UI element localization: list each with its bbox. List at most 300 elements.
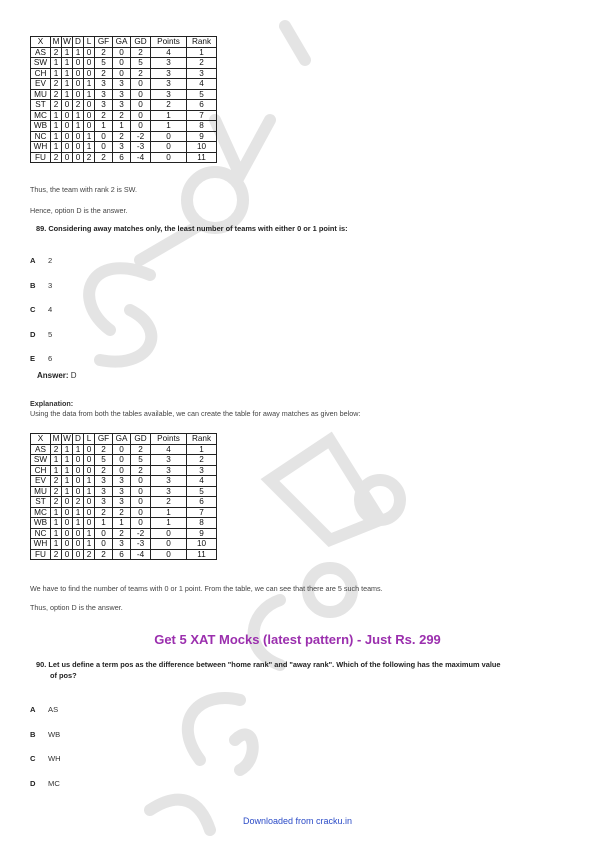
table-cell: 2 bbox=[151, 497, 187, 508]
option-value: AS bbox=[48, 705, 59, 714]
table-cell: 1 bbox=[51, 131, 62, 142]
table-cell: 1 bbox=[51, 539, 62, 550]
table-cell: 0 bbox=[113, 47, 131, 58]
table-cell: 0 bbox=[131, 110, 151, 121]
table-cell: AS bbox=[31, 444, 51, 455]
column-header: L bbox=[84, 434, 95, 445]
table-cell: 0 bbox=[131, 476, 151, 487]
table-cell: 1 bbox=[62, 47, 73, 58]
table-cell: 0 bbox=[84, 58, 95, 69]
table-cell: 3 bbox=[95, 476, 113, 487]
table-cell: 0 bbox=[131, 121, 151, 132]
column-header: D bbox=[73, 434, 84, 445]
table-cell: 9 bbox=[187, 131, 217, 142]
table-row bbox=[31, 131, 217, 142]
table-cell: 0 bbox=[73, 79, 84, 90]
table-cell: 3 bbox=[95, 79, 113, 90]
table-cell: 4 bbox=[187, 79, 217, 90]
table-cell: 3 bbox=[113, 79, 131, 90]
table-cell: 1 bbox=[151, 507, 187, 518]
table-row bbox=[31, 110, 217, 121]
table-cell: SW bbox=[31, 58, 51, 69]
table-cell: MC bbox=[31, 110, 51, 121]
table-cell: 0 bbox=[73, 455, 84, 466]
table-header-row bbox=[31, 434, 217, 445]
table-cell: 0 bbox=[62, 152, 73, 163]
table-cell: -4 bbox=[131, 549, 151, 560]
option-value: MC bbox=[48, 778, 60, 788]
option-letter: A bbox=[30, 705, 36, 714]
table-cell: 3 bbox=[151, 465, 187, 476]
table-cell: 0 bbox=[151, 528, 187, 539]
table-cell: -3 bbox=[131, 539, 151, 550]
table-cell: 1 bbox=[84, 486, 95, 497]
table-cell: 2 bbox=[51, 79, 62, 90]
table-cell: 0 bbox=[73, 131, 84, 142]
column-header: GF bbox=[95, 434, 113, 445]
table-row bbox=[31, 465, 217, 476]
table-cell: 5 bbox=[187, 89, 217, 100]
table-cell: 1 bbox=[84, 131, 95, 142]
table-row bbox=[31, 549, 217, 560]
table-cell: 9 bbox=[187, 528, 217, 539]
column-header: D bbox=[73, 37, 84, 48]
table-cell: 3 bbox=[113, 142, 131, 153]
table-cell: 11 bbox=[187, 152, 217, 163]
table-cell: 3 bbox=[95, 486, 113, 497]
table-cell: ST bbox=[31, 497, 51, 508]
table-cell: 1 bbox=[151, 121, 187, 132]
table-cell: MU bbox=[31, 89, 51, 100]
column-header: Rank bbox=[187, 434, 217, 445]
table-cell: 8 bbox=[187, 518, 217, 529]
option-a[interactable] bbox=[30, 705, 58, 714]
column-header: L bbox=[84, 37, 95, 48]
column-header: M bbox=[51, 37, 62, 48]
table-cell: 0 bbox=[73, 486, 84, 497]
option-value: WB bbox=[48, 729, 61, 739]
option-letter: B bbox=[30, 729, 36, 739]
table-cell: 0 bbox=[84, 47, 95, 58]
standings-table-1 bbox=[30, 36, 217, 163]
table-cell: 1 bbox=[84, 142, 95, 153]
table-cell: 2 bbox=[113, 131, 131, 142]
table-cell: 2 bbox=[131, 68, 151, 79]
option-value: WH bbox=[48, 754, 61, 763]
table-cell: SW bbox=[31, 455, 51, 466]
column-header: X bbox=[31, 434, 51, 445]
table-cell: 3 bbox=[113, 539, 131, 550]
column-header: Points bbox=[151, 37, 187, 48]
table-cell: 1 bbox=[51, 518, 62, 529]
table-cell: 1 bbox=[73, 121, 84, 132]
hence-text: Hence, option D is the answer. bbox=[30, 206, 128, 215]
table-cell: 2 bbox=[131, 444, 151, 455]
table-row bbox=[31, 47, 217, 58]
table-cell: WH bbox=[31, 142, 51, 153]
table-cell: 0 bbox=[113, 58, 131, 69]
option-d[interactable] bbox=[30, 330, 52, 339]
table-cell: 0 bbox=[131, 486, 151, 497]
table-row bbox=[31, 100, 217, 111]
table-cell: 1 bbox=[62, 455, 73, 466]
table-cell: 2 bbox=[131, 465, 151, 476]
table-cell: CH bbox=[31, 465, 51, 476]
question-90-line1: 90. Let us define a term pos as the difference between "home rank" and "away rank". Which of the following has the maximum value bbox=[36, 660, 501, 669]
table-cell: 2 bbox=[95, 110, 113, 121]
table-cell: 1 bbox=[73, 444, 84, 455]
table-cell: 5 bbox=[95, 58, 113, 69]
table-cell: 0 bbox=[113, 68, 131, 79]
table-cell: 1 bbox=[51, 528, 62, 539]
table-cell: 0 bbox=[84, 110, 95, 121]
option-e[interactable] bbox=[30, 354, 52, 363]
table-cell: 0 bbox=[131, 507, 151, 518]
option-letter: D bbox=[30, 778, 36, 788]
table-cell: 0 bbox=[131, 100, 151, 111]
table-cell: CH bbox=[31, 68, 51, 79]
table-cell: 7 bbox=[187, 507, 217, 518]
table-cell: NC bbox=[31, 528, 51, 539]
option-c[interactable] bbox=[30, 754, 61, 763]
table-cell: 0 bbox=[84, 121, 95, 132]
table-cell: 1 bbox=[84, 528, 95, 539]
question-90-line2: of pos? bbox=[50, 671, 77, 680]
table-cell: 6 bbox=[187, 497, 217, 508]
table-cell: 6 bbox=[113, 549, 131, 560]
option-letter: D bbox=[30, 329, 36, 339]
table-cell: 0 bbox=[151, 549, 187, 560]
table-row bbox=[31, 455, 217, 466]
option-value: 3 bbox=[48, 280, 53, 290]
table-cell: 0 bbox=[73, 528, 84, 539]
table-cell: 0 bbox=[84, 444, 95, 455]
table-cell: 0 bbox=[84, 455, 95, 466]
table-cell: 3 bbox=[151, 58, 187, 69]
table-cell: EV bbox=[31, 79, 51, 90]
table-cell: 3 bbox=[113, 476, 131, 487]
answer-line bbox=[37, 371, 77, 380]
table-cell: 2 bbox=[187, 455, 217, 466]
table-row bbox=[31, 121, 217, 132]
option-c[interactable] bbox=[30, 305, 52, 314]
table-cell: 2 bbox=[113, 507, 131, 518]
table-cell: 1 bbox=[187, 47, 217, 58]
table-cell: 1 bbox=[51, 142, 62, 153]
table-cell: 6 bbox=[187, 100, 217, 111]
table-row bbox=[31, 539, 217, 550]
table-cell: 0 bbox=[151, 539, 187, 550]
thus-option-text: Thus, option D is the answer. bbox=[30, 603, 123, 612]
table-cell: 1 bbox=[84, 539, 95, 550]
table-cell: 0 bbox=[113, 465, 131, 476]
table-cell: ST bbox=[31, 100, 51, 111]
table-cell: -2 bbox=[131, 131, 151, 142]
table-cell: 1 bbox=[62, 79, 73, 90]
table-cell: 2 bbox=[95, 465, 113, 476]
table-cell: 8 bbox=[187, 121, 217, 132]
table-cell: 0 bbox=[84, 507, 95, 518]
table-cell: 4 bbox=[187, 476, 217, 487]
table-cell: 6 bbox=[113, 152, 131, 163]
column-header: GD bbox=[131, 37, 151, 48]
table-cell: 2 bbox=[51, 497, 62, 508]
table-cell: 5 bbox=[187, 486, 217, 497]
table-cell: 0 bbox=[73, 539, 84, 550]
table-cell: 1 bbox=[51, 455, 62, 466]
footer-download-link[interactable]: Downloaded from cracku.in bbox=[242, 816, 353, 826]
table-cell: 2 bbox=[51, 444, 62, 455]
table-cell: 1 bbox=[51, 58, 62, 69]
table-row bbox=[31, 497, 217, 508]
table-cell: 2 bbox=[95, 444, 113, 455]
table-cell: 3 bbox=[95, 497, 113, 508]
table-cell: FU bbox=[31, 549, 51, 560]
table-cell: 3 bbox=[151, 455, 187, 466]
table-cell: 1 bbox=[62, 68, 73, 79]
table-row bbox=[31, 486, 217, 497]
table-cell: 0 bbox=[73, 68, 84, 79]
table-cell: 0 bbox=[113, 455, 131, 466]
table-cell: 4 bbox=[151, 47, 187, 58]
option-value: 5 bbox=[48, 329, 53, 339]
table-cell: 1 bbox=[73, 518, 84, 529]
table-row bbox=[31, 444, 217, 455]
option-b[interactable] bbox=[30, 730, 60, 739]
table-cell: 2 bbox=[51, 486, 62, 497]
column-header: GF bbox=[95, 37, 113, 48]
table-cell: 0 bbox=[151, 142, 187, 153]
table-cell: 0 bbox=[62, 539, 73, 550]
table-cell: 1 bbox=[113, 518, 131, 529]
promo-banner-link[interactable]: Get 5 XAT Mocks (latest pattern) - Just Rs. 299 bbox=[154, 632, 441, 647]
column-header: Points bbox=[151, 434, 187, 445]
table-cell: 1 bbox=[95, 121, 113, 132]
column-header: Rank bbox=[187, 37, 217, 48]
table-cell: 2 bbox=[51, 476, 62, 487]
table-cell: 1 bbox=[51, 121, 62, 132]
table-cell: 0 bbox=[62, 131, 73, 142]
table-cell: 2 bbox=[151, 100, 187, 111]
table-cell: 7 bbox=[187, 110, 217, 121]
table-cell: -2 bbox=[131, 528, 151, 539]
table-cell: 2 bbox=[113, 528, 131, 539]
table-cell: 0 bbox=[84, 68, 95, 79]
table-cell: 1 bbox=[62, 444, 73, 455]
table-cell: 0 bbox=[84, 100, 95, 111]
table-cell: 0 bbox=[95, 131, 113, 142]
table-cell: 5 bbox=[131, 58, 151, 69]
table-cell: 3 bbox=[151, 476, 187, 487]
option-b[interactable] bbox=[30, 281, 52, 290]
table-row bbox=[31, 58, 217, 69]
table-cell: NC bbox=[31, 131, 51, 142]
table-cell: 3 bbox=[151, 79, 187, 90]
table-cell: WB bbox=[31, 518, 51, 529]
table-cell: 0 bbox=[73, 142, 84, 153]
thus-rank-text: Thus, the team with rank 2 is SW. bbox=[30, 185, 138, 194]
table-cell: 1 bbox=[84, 89, 95, 100]
column-header: M bbox=[51, 434, 62, 445]
column-header: GD bbox=[131, 434, 151, 445]
table-cell: 2 bbox=[95, 507, 113, 518]
table-cell: 1 bbox=[151, 518, 187, 529]
table-cell: 1 bbox=[84, 476, 95, 487]
table-cell: 0 bbox=[84, 497, 95, 508]
table-cell: 2 bbox=[187, 58, 217, 69]
column-header: W bbox=[63, 434, 71, 444]
table-cell: 2 bbox=[51, 549, 62, 560]
answer-label: Answer: bbox=[37, 371, 69, 380]
option-value: 6 bbox=[48, 354, 53, 363]
table-cell: 0 bbox=[62, 142, 73, 153]
table-cell: 2 bbox=[95, 152, 113, 163]
table-cell: 0 bbox=[95, 142, 113, 153]
table-cell: 1 bbox=[51, 507, 62, 518]
table-cell: 5 bbox=[95, 455, 113, 466]
table-cell: 1 bbox=[62, 486, 73, 497]
option-letter: C bbox=[30, 305, 36, 314]
table-cell: 0 bbox=[131, 89, 151, 100]
table-cell: 3 bbox=[95, 100, 113, 111]
table-cell: 0 bbox=[131, 518, 151, 529]
table-row bbox=[31, 507, 217, 518]
table-cell: 2 bbox=[51, 47, 62, 58]
table-cell: 0 bbox=[73, 152, 84, 163]
option-a[interactable] bbox=[30, 256, 52, 265]
table-cell: 1 bbox=[62, 58, 73, 69]
table-cell: 2 bbox=[51, 100, 62, 111]
table-cell: -3 bbox=[131, 142, 151, 153]
standings-table-2 bbox=[30, 433, 217, 560]
table-row bbox=[31, 152, 217, 163]
table-cell: 2 bbox=[51, 89, 62, 100]
option-d[interactable] bbox=[30, 779, 60, 788]
table-cell: 0 bbox=[62, 528, 73, 539]
column-header: GA bbox=[113, 434, 131, 445]
table-cell: 0 bbox=[151, 131, 187, 142]
table-cell: 11 bbox=[187, 549, 217, 560]
table-cell: 0 bbox=[84, 518, 95, 529]
table-cell: 5 bbox=[131, 455, 151, 466]
table-cell: 1 bbox=[51, 68, 62, 79]
table-row bbox=[31, 476, 217, 487]
table-cell: 1 bbox=[73, 110, 84, 121]
option-letter: C bbox=[30, 754, 36, 763]
find-text: We have to find the number of teams with 0 or 1 point. From the table, we can see that there are 5 such teams. bbox=[30, 584, 383, 593]
table-cell: 3 bbox=[113, 89, 131, 100]
column-header: GA bbox=[113, 37, 131, 48]
table-cell: 2 bbox=[73, 497, 84, 508]
table-cell: 1 bbox=[62, 476, 73, 487]
table-cell: FU bbox=[31, 152, 51, 163]
table-cell: -4 bbox=[131, 152, 151, 163]
table-row bbox=[31, 79, 217, 90]
table-cell: 1 bbox=[187, 444, 217, 455]
table-cell: 3 bbox=[151, 486, 187, 497]
table-cell: 3 bbox=[113, 486, 131, 497]
table-cell: 1 bbox=[51, 110, 62, 121]
table-cell: WB bbox=[31, 121, 51, 132]
table-cell: 0 bbox=[62, 110, 73, 121]
table-cell: 2 bbox=[113, 110, 131, 121]
table-cell: 0 bbox=[131, 79, 151, 90]
table-cell: 0 bbox=[73, 89, 84, 100]
table-cell: 2 bbox=[95, 47, 113, 58]
option-letter: B bbox=[30, 280, 36, 290]
table-cell: 2 bbox=[84, 549, 95, 560]
table-cell: MC bbox=[31, 507, 51, 518]
table-cell: 0 bbox=[62, 100, 73, 111]
table-cell: 3 bbox=[113, 497, 131, 508]
table-cell: 0 bbox=[62, 518, 73, 529]
table-row bbox=[31, 68, 217, 79]
table-cell: 4 bbox=[151, 444, 187, 455]
table-cell: 0 bbox=[95, 539, 113, 550]
table-cell: 2 bbox=[73, 100, 84, 111]
table-cell: 0 bbox=[131, 497, 151, 508]
table-cell: 0 bbox=[62, 549, 73, 560]
option-letter: A bbox=[30, 256, 36, 265]
table-cell: 0 bbox=[84, 465, 95, 476]
table-cell: 3 bbox=[187, 465, 217, 476]
table-cell: 1 bbox=[51, 465, 62, 476]
column-header: W bbox=[63, 37, 71, 47]
table-cell: AS bbox=[31, 47, 51, 58]
table-cell: 1 bbox=[95, 518, 113, 529]
table-cell: 0 bbox=[73, 58, 84, 69]
table-header-row bbox=[31, 37, 217, 48]
table-cell: 1 bbox=[151, 110, 187, 121]
table-cell: 0 bbox=[73, 476, 84, 487]
table-cell: 3 bbox=[151, 68, 187, 79]
question-89: 89. Considering away matches only, the least number of teams with either 0 or 1 point is: bbox=[36, 224, 348, 233]
table-cell: WH bbox=[31, 539, 51, 550]
table-cell: 0 bbox=[151, 152, 187, 163]
explanation-body: Using the data from both the tables available, we can create the table for away matches as given below: bbox=[30, 409, 361, 418]
table-cell: 1 bbox=[73, 47, 84, 58]
table-cell: 0 bbox=[62, 507, 73, 518]
table-cell: 1 bbox=[113, 121, 131, 132]
table-cell: EV bbox=[31, 476, 51, 487]
table-cell: 1 bbox=[62, 89, 73, 100]
table-cell: 1 bbox=[84, 79, 95, 90]
table-cell: 0 bbox=[62, 497, 73, 508]
table-cell: 0 bbox=[113, 444, 131, 455]
table-row bbox=[31, 89, 217, 100]
table-row bbox=[31, 518, 217, 529]
table-cell: 2 bbox=[95, 549, 113, 560]
table-row bbox=[31, 142, 217, 153]
table-cell: 0 bbox=[62, 121, 73, 132]
table-cell: 2 bbox=[51, 152, 62, 163]
table-cell: 2 bbox=[95, 68, 113, 79]
table-row bbox=[31, 528, 217, 539]
option-value: 4 bbox=[48, 305, 53, 314]
table-cell: 0 bbox=[73, 465, 84, 476]
table-cell: 2 bbox=[131, 47, 151, 58]
option-letter: E bbox=[30, 354, 36, 363]
explanation-label: Explanation: bbox=[30, 399, 74, 408]
column-header: X bbox=[31, 37, 51, 48]
table-cell: 3 bbox=[187, 68, 217, 79]
table-cell: 1 bbox=[73, 507, 84, 518]
table-cell: 3 bbox=[113, 100, 131, 111]
option-value: 2 bbox=[48, 256, 53, 265]
table-cell: 0 bbox=[73, 549, 84, 560]
table-cell: 0 bbox=[95, 528, 113, 539]
table-cell: MU bbox=[31, 486, 51, 497]
